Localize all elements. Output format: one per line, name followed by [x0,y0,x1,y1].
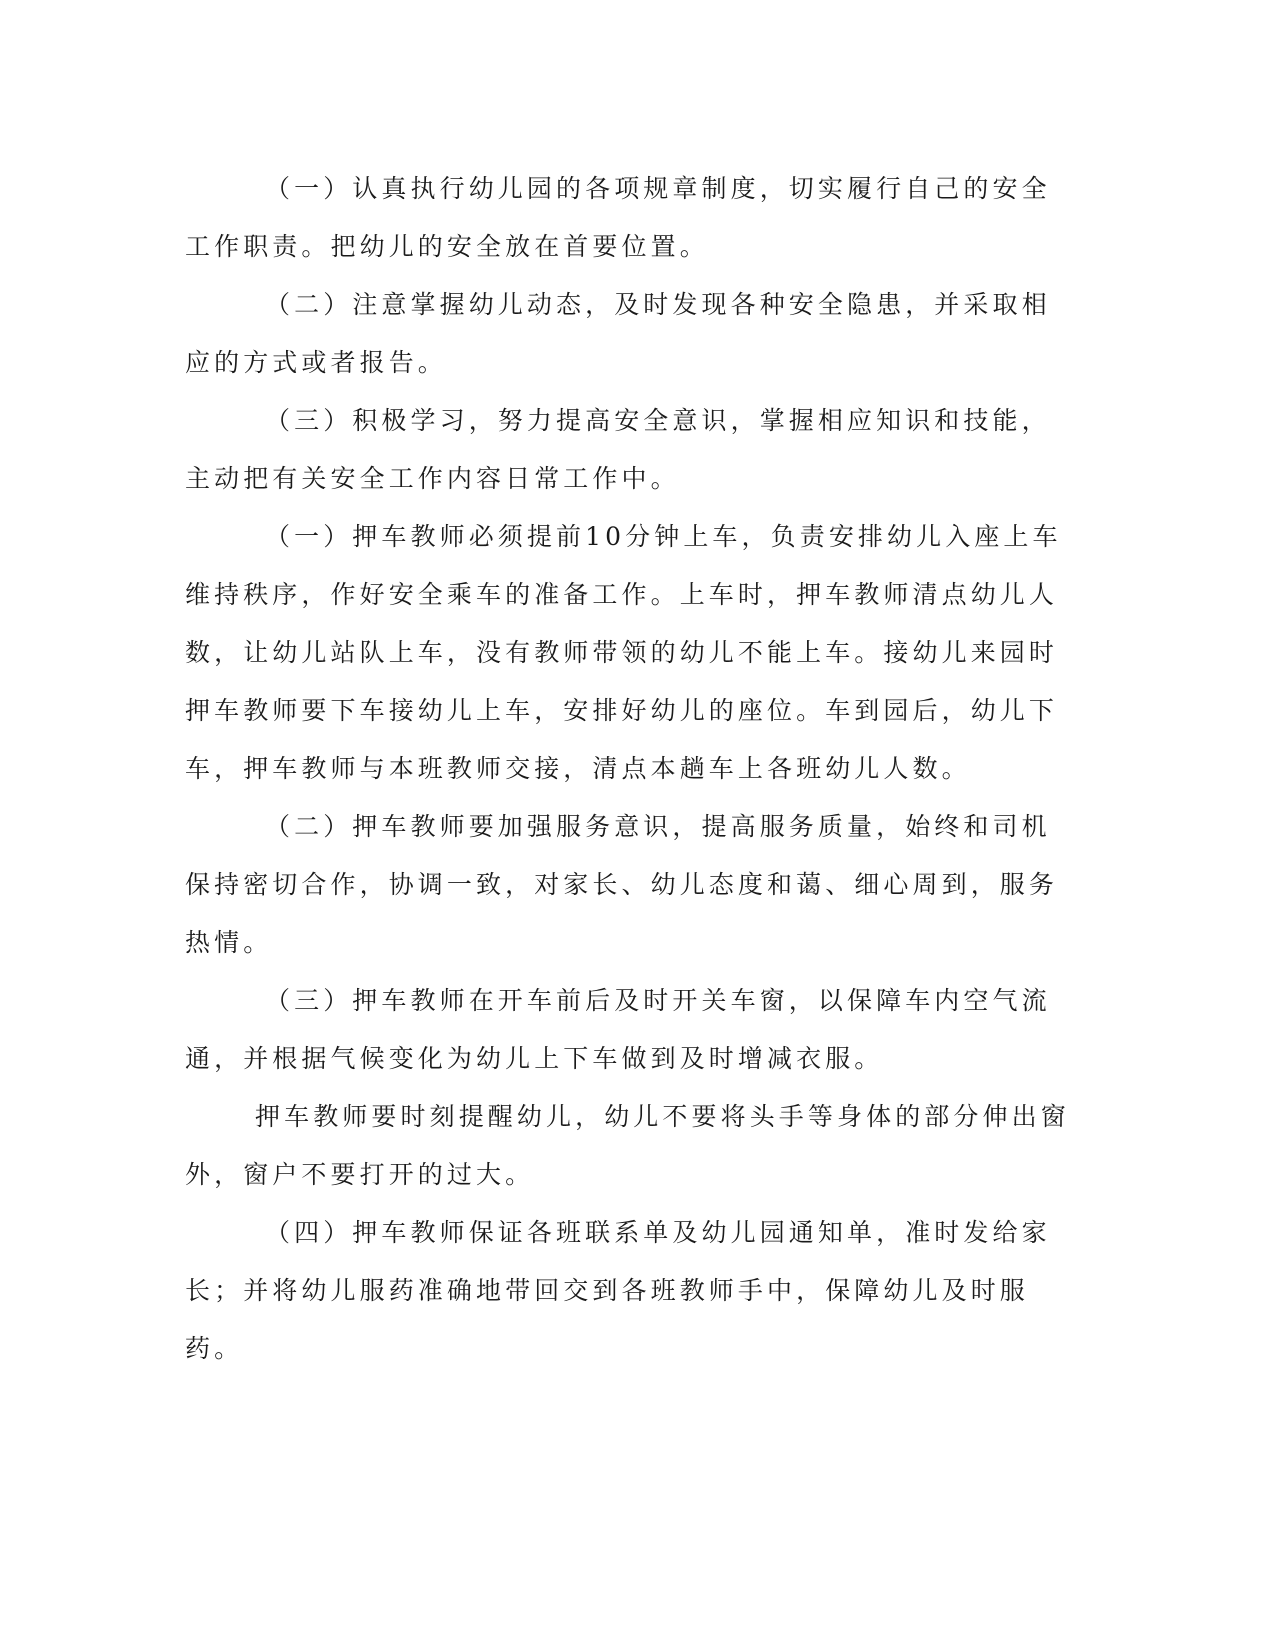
paragraph-1: （一）认真执行幼儿园的各项规章制度，切实履行自己的安全工作职责。把幼儿的安全放在首要位置。 [185,174,1051,261]
paragraph-6: （三）押车教师在开车前后及时开关车窗，以保障车内空气流通，并根据气候变化为幼儿上下车做到及时增减衣服。 [185,986,1051,1073]
paragraph-7: 押车教师要时刻提醒幼儿，幼儿不要将头手等身体的部分伸出窗外，窗户不要打开的过大。 [185,1102,1070,1189]
document-body [185,160,1075,1378]
paragraph-4: （一）押车教师必须提前10分钟上车，负责安排幼儿入座上车维持秩序，作好安全乘车的准备工作。上车时，押车教师清点幼儿人数，让幼儿站队上车，没有教师带领的幼儿不能上车。接幼儿来园时押车教师要下车接幼儿上车，安排好幼儿的座位。车到园后，幼儿下车，押车教师与本班教师交接，清点本趟车上各班幼儿人数。 [185,522,1062,783]
paragraph-2: （二）注意掌握幼儿动态，及时发现各种安全隐患，并采取相应的方式或者报告。 [185,290,1051,377]
paragraph-8: （四）押车教师保证各班联系单及幼儿园通知单，准时发给家长；并将幼儿服药准确地带回交到各班教师手中，保障幼儿及时服药。 [185,1218,1051,1363]
paragraph-5: （二）押车教师要加强服务意识，提高服务质量，始终和司机保持密切合作，协调一致，对家长、幼儿态度和蔼、细心周到，服务热情。 [185,812,1059,957]
paragraph-3: （三）积极学习，努力提高安全意识，掌握相应知识和技能，主动把有关安全工作内容日常工作中。 [185,406,1051,493]
